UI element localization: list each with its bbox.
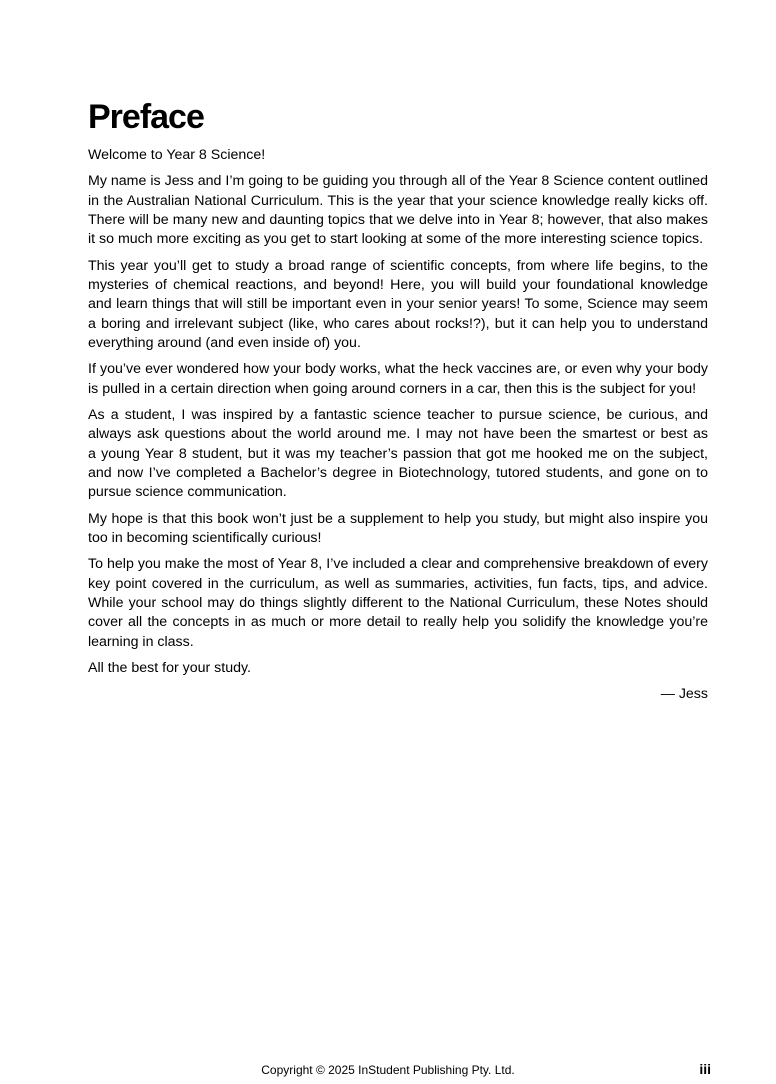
paragraph-line: My hope is that this book won’t just be a supplement to help you study, but might also inspire you [88,510,708,527]
paragraph-line: As a student, I was inspired by a fantastic science teacher to pursue science, be curious, and [88,406,708,423]
paragraph-line: and now I’ve completed a Bachelor’s degree in Biotechnology, tutored students, and gone on to [88,464,708,481]
paragraph-line: There will be many new and daunting topics that we delve into in Year 8; however, that also makes [88,211,708,228]
paragraph-line: pursue science communication. [88,484,287,501]
paragraph [88,555,708,652]
paragraph-line: key point covered in the curriculum, as well as summaries, activities, fun facts, tips, and advice. [88,575,708,592]
paragraph-line: always ask questions about the world around me. I may not have been the smartest or best as [88,426,708,443]
paragraph [88,360,708,399]
paragraph [88,172,708,249]
paragraph [88,659,708,678]
paragraph-line: cover all the concepts in as much or more detail to really help you solidify the knowledge you’re [88,614,708,631]
page-title: Preface [88,98,204,136]
paragraph [88,257,708,354]
paragraph-line: everything around (and even inside of) you. [88,334,361,351]
paragraph-line: While your school may do things slightly different to the National Curriculum, these Notes should [88,594,708,611]
paragraph [88,406,708,503]
paragraph-line: This year you’ll get to study a broad range of scientific concepts, from where life begins, to the [88,257,708,274]
paragraph-line: a young Year 8 student, but it was my teacher’s passion that got me hooked me on the subject, [88,445,708,462]
paragraph-line: a boring and irrelevant subject (like, who cares about rocks!?), but it can help you to understand [88,315,708,332]
paragraph-line: To help you make the most of Year 8, I’ve included a clear and comprehensive breakdown of every [88,556,708,573]
paragraph-line: it so much more exciting as you get to start looking at some of the more interesting science topics. [88,231,704,248]
signature: — Jess [660,686,708,703]
page-number: iii [699,1061,711,1077]
copyright-notice: Copyright © 2025 InStudent Publishing Pty. Ltd. [261,1063,515,1077]
paragraph [88,146,708,165]
paragraph-line: Welcome to Year 8 Science! [88,147,266,163]
paragraph-line: too in becoming scientifically curious! [88,529,322,546]
paragraph-line: and learn things that will still be important even in your senior years! To some, Science may seem [88,296,708,313]
paragraph-line: All the best for your study. [88,659,251,676]
preface-body [88,146,708,678]
paragraph-line: in the Australian National Curriculum. This is the year that your science knowledge really kicks off. [88,192,708,209]
preface-content [88,100,708,705]
paragraph-line: is pulled in a certain direction when going around corners in a car, then this is the subject for you! [88,380,697,397]
paragraph-line: My name is Jess and I’m going to be guiding you through all of the Year 8 Science content outlined [88,173,708,190]
paragraph-line: mysteries of chemical reactions, and beyond! Here, you will build your foundational knowledge [88,276,708,293]
paragraph-line: If you’ve ever wondered how your body works, what the heck vaccines are, or even why your body [88,361,708,378]
paragraph [88,510,708,549]
paragraph-line: learning in class. [88,633,194,650]
